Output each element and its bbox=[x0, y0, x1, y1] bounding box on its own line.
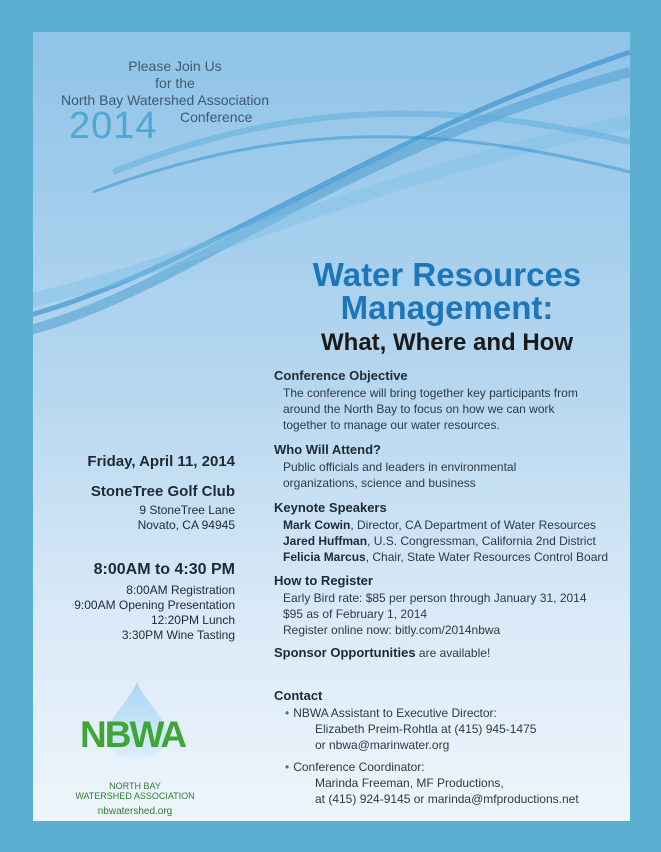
event-hours: 8:00AM to 4:30 PM bbox=[93, 561, 235, 578]
register-heading: How to Register bbox=[274, 573, 373, 588]
speakers-heading: Keynote Speakers bbox=[274, 500, 387, 515]
attend-line: organizations, science and business bbox=[283, 476, 476, 490]
attend-text bbox=[283, 459, 516, 491]
objective-text bbox=[283, 385, 578, 433]
speaker-role: , Director, CA Department of Water Resources bbox=[350, 518, 596, 532]
page-title bbox=[262, 258, 632, 324]
event-venue: StoneTree Golf Club bbox=[90, 483, 235, 500]
speaker-name: Felicia Marcus bbox=[283, 550, 366, 564]
objective-line: around the North Bay to focus on how we can work bbox=[283, 402, 555, 416]
speakers-list bbox=[283, 517, 608, 565]
register-line: Early Bird rate: $85 per person through January 31, 2014 bbox=[283, 591, 587, 605]
logo-subtitle bbox=[70, 781, 200, 801]
register-link[interactable]: Register online now: bitly.com/2014nbwa bbox=[283, 623, 501, 637]
contact-1-title: • NBWA Assistant to Executive Director: bbox=[285, 705, 536, 721]
contact-1-phone: Elizabeth Preim-Rohtla at (415) 945-1475 bbox=[315, 722, 537, 736]
schedule-item: 3:30PM Wine Tasting bbox=[121, 628, 235, 642]
schedule-item: 8:00AM Registration bbox=[126, 583, 235, 597]
page-subtitle: What, Where and How bbox=[321, 329, 573, 356]
sponsor-note bbox=[274, 645, 490, 661]
contact-1-email[interactable]: or nbwa@marinwater.org bbox=[315, 738, 450, 752]
contact-2-email[interactable]: at (415) 924-9145 or marinda@mfproductions.net bbox=[315, 792, 579, 806]
speaker-role: , U.S. Congressman, California 2nd District bbox=[367, 534, 596, 548]
address-line-1: 9 StoneTree Lane bbox=[139, 503, 235, 517]
speaker-name: Jared Huffman bbox=[283, 534, 368, 548]
speaker-role: , Chair, State Water Resources Control Board bbox=[365, 550, 609, 564]
title-line-1: Water Resources bbox=[312, 256, 582, 293]
register-line: $95 as of February 1, 2014 bbox=[283, 607, 428, 621]
sponsor-rest: are available! bbox=[415, 646, 491, 660]
schedule-item: 9:00AM Opening Presentation bbox=[74, 598, 235, 612]
contact-1 bbox=[285, 705, 536, 753]
contact-heading: Contact bbox=[274, 688, 323, 703]
contact-2-title: • Conference Coordinator: bbox=[285, 759, 579, 775]
event-schedule bbox=[40, 583, 235, 643]
contact-2-name: Marinda Freeman, MF Productions, bbox=[315, 776, 504, 790]
objective-line: The conference will bring together key participants from bbox=[283, 386, 578, 400]
address-line-2: Novato, CA 94945 bbox=[137, 518, 235, 532]
sponsor-heading: Sponsor Opportunities bbox=[274, 645, 416, 660]
invite-association-name: North Bay Watershed Association bbox=[60, 92, 270, 108]
register-text bbox=[283, 590, 587, 638]
schedule-item: 12:20PM Lunch bbox=[150, 613, 235, 627]
speaker-item bbox=[283, 533, 608, 549]
speaker-item bbox=[283, 517, 608, 533]
attend-line: Public officials and leaders in environmental bbox=[283, 460, 517, 474]
speaker-item bbox=[283, 549, 608, 565]
logo-sub-line-1: NORTH BAY bbox=[109, 781, 161, 791]
event-address bbox=[40, 503, 235, 533]
logo-sub-line-2: WATERSHED ASSOCIATION bbox=[75, 791, 195, 801]
nbwa-logo: NBWA bbox=[80, 714, 186, 755]
logo-url[interactable]: nbwatershed.org bbox=[97, 806, 173, 817]
contact-2 bbox=[285, 759, 579, 807]
invite-line-1: Please Join Us bbox=[128, 58, 222, 74]
event-date: Friday, April 11, 2014 bbox=[87, 453, 235, 470]
speaker-name: Mark Cowin bbox=[283, 518, 351, 532]
attend-heading: Who Will Attend? bbox=[274, 442, 381, 457]
objective-heading: Conference Objective bbox=[274, 368, 408, 383]
invite-line-2: for the bbox=[155, 75, 195, 91]
objective-line: together to manage our water resources. bbox=[283, 418, 500, 432]
conference-year: 2014 bbox=[69, 105, 158, 147]
title-line-2: Management: bbox=[340, 289, 554, 326]
conference-label: Conference bbox=[180, 109, 253, 125]
